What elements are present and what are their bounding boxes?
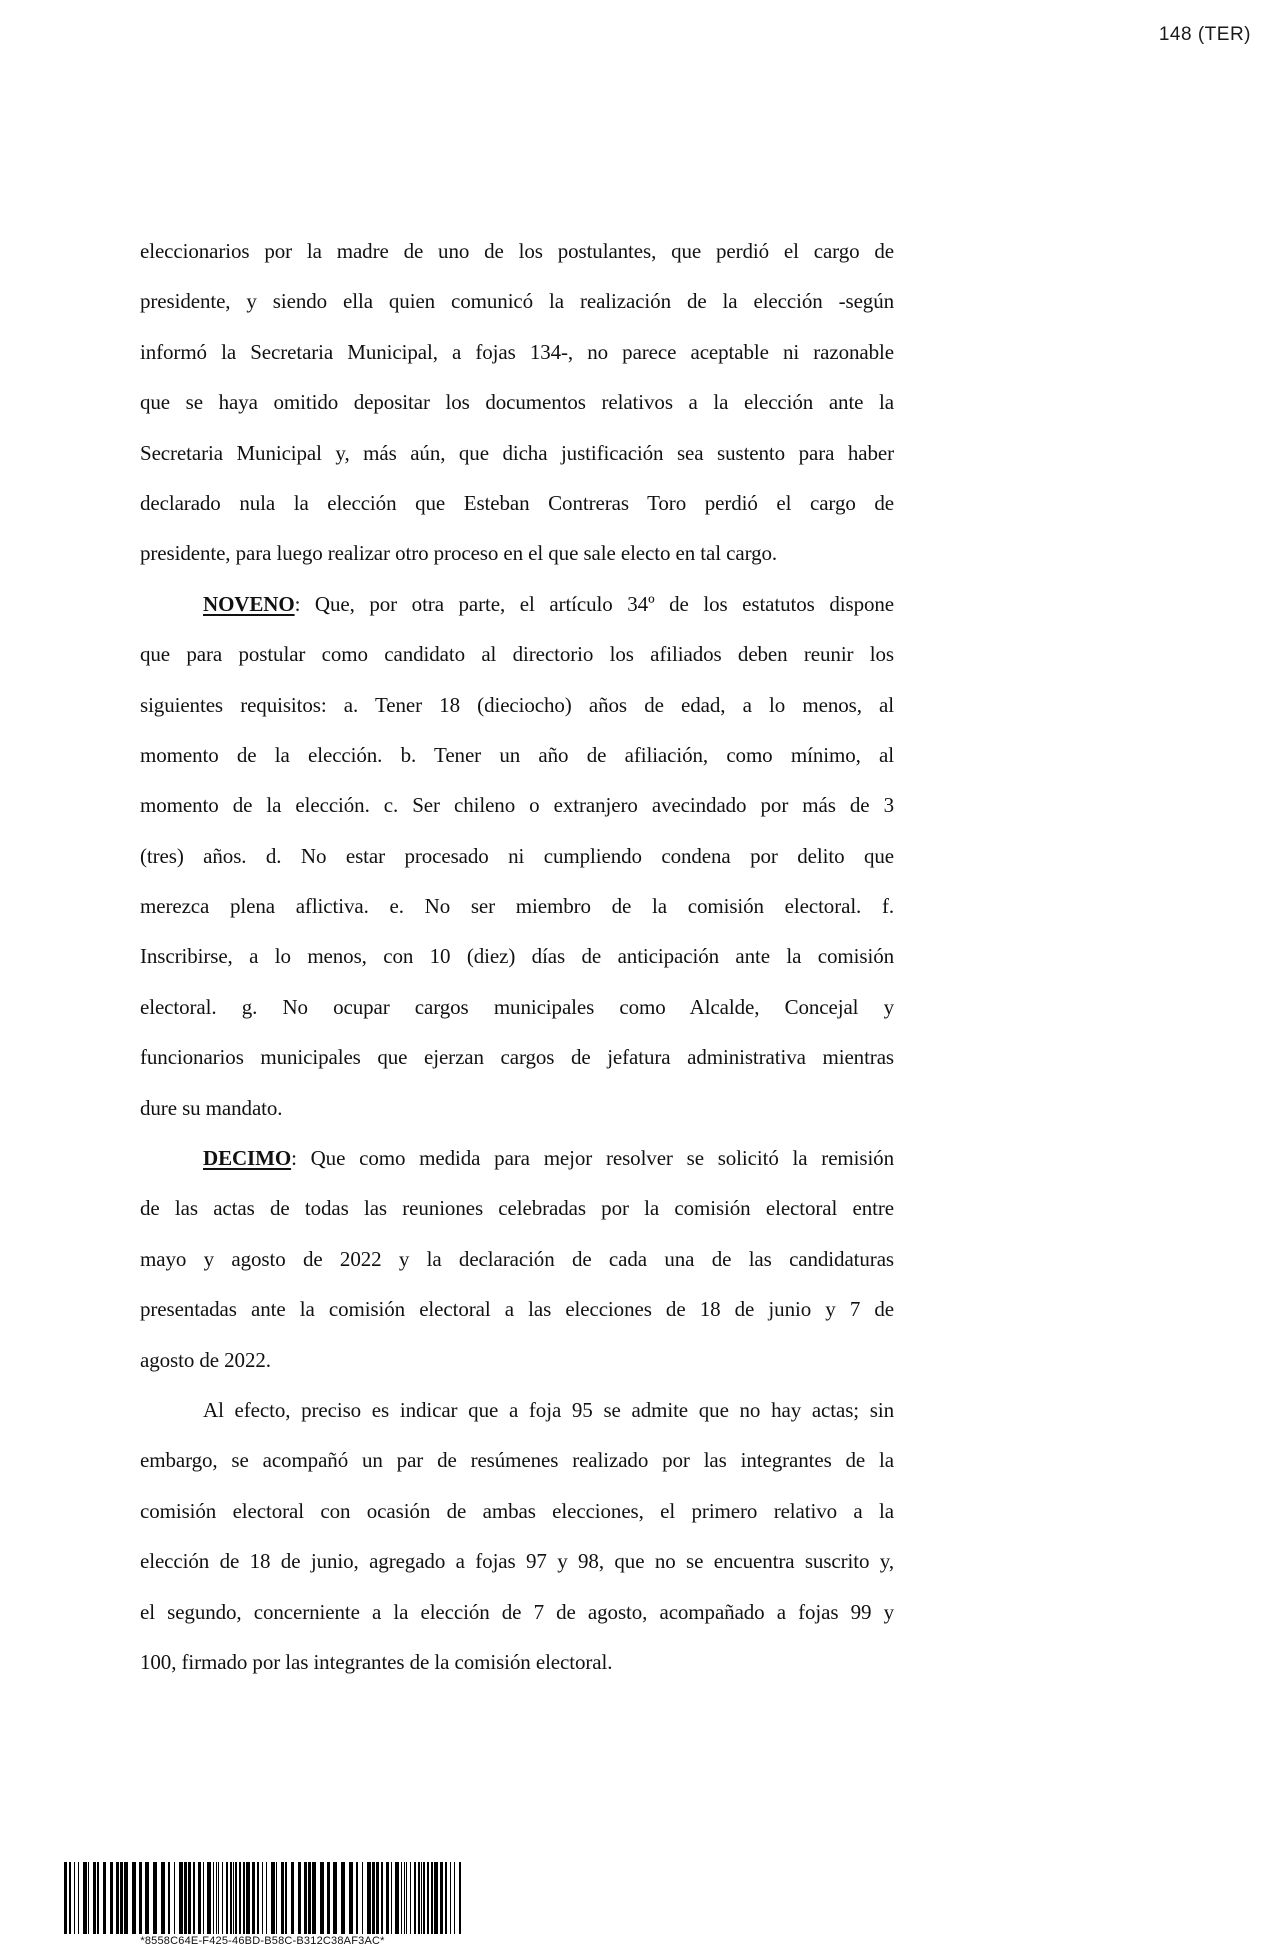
text-line: momento de la elección. c. Ser chileno o extranjero avecindado por más de 3 — [140, 793, 894, 818]
paragraph — [140, 1133, 894, 1385]
paragraph — [140, 226, 894, 579]
text-line: Secretaria Municipal y, más aún, que dicha justificación sea sustento para haber — [140, 440, 894, 465]
text-line: embargo, se acompañó un par de resúmenes realizado por las integrantes de la — [140, 1448, 894, 1473]
text-line: elección de 18 de junio, agregado a fojas 97 y 98, que no se encuentra suscrito y, — [140, 1549, 894, 1574]
barcode — [64, 1862, 461, 1934]
text-line: DECIMO: Que como medida para mejor resolver se solicitó la remisión — [203, 1146, 894, 1171]
page-number: 148 (TER) — [1158, 24, 1251, 45]
text-line: presidente, y siendo ella quien comunicó la realización de la elección -según — [140, 289, 894, 314]
section-heading: NOVENO — [203, 591, 295, 616]
text-line: declarado nula la elección que Esteban Contreras Toro perdió el cargo de — [140, 490, 894, 515]
barcode-block — [64, 1862, 461, 1947]
paragraph — [140, 1385, 894, 1687]
text-line: (tres) años. d. No estar procesado ni cumpliendo condena por delito que — [140, 843, 894, 868]
paragraph — [140, 579, 894, 1133]
text-line: Inscribirse, a lo menos, con 10 (diez) días de anticipación ante la comisión — [140, 944, 894, 969]
text-line: eleccionarios por la madre de uno de los postulantes, que perdió el cargo de — [140, 239, 894, 263]
text-line: informó la Secretaria Municipal, a fojas 134-, no parece aceptable ni razonable — [140, 339, 894, 364]
text-line: que se haya omitido depositar los documentos relativos a la elección ante la — [140, 390, 894, 415]
text-line: el segundo, concerniente a la elección de 7 de agosto, acompañado a fojas 99 y — [140, 1599, 894, 1624]
text-line: siguientes requisitos: a. Tener 18 (dieciocho) años de edad, a lo menos, al — [140, 692, 894, 717]
text-line: 100, firmado por las integrantes de la comisión electoral. — [140, 1649, 613, 1674]
text-line: electoral. g. No ocupar cargos municipales como Alcalde, Concejal y — [140, 994, 894, 1019]
text-line: que para postular como candidato al directorio los afiliados deben reunir los — [140, 642, 894, 667]
barcode-bar — [459, 1862, 461, 1934]
text-line: presidente, para luego realizar otro proceso en el que sale electo en tal cargo. — [140, 541, 778, 566]
section-heading: DECIMO — [203, 1146, 292, 1171]
text-line: dure su mandato. — [140, 1095, 283, 1120]
text-line: de las actas de todas las reuniones celebradas por la comisión electoral entre — [140, 1196, 894, 1221]
text-line: agosto de 2022. — [140, 1347, 271, 1372]
text-line: momento de la elección. b. Tener un año de afiliación, como mínimo, al — [140, 742, 894, 767]
text-line: funcionarios municipales que ejerzan cargos de jefatura administrativa mientras — [140, 1045, 894, 1070]
text-line: Al efecto, preciso es indicar que a foja 95 se admite que no hay actas; sin — [203, 1397, 894, 1422]
text-line: comisión electoral con ocasión de ambas elecciones, el primero relativo a la — [140, 1498, 894, 1523]
text-line: mayo y agosto de 2022 y la declaración de cada una de las candidaturas — [140, 1246, 894, 1271]
text-line: NOVENO: Que, por otra parte, el artículo 34º de los estatutos dispone — [203, 591, 894, 616]
document-body — [140, 226, 894, 1687]
text-line: presentadas ante la comisión electoral a las elecciones de 18 de junio y 7 de — [140, 1297, 894, 1322]
text-line: merezca plena aflictiva. e. No ser miembro de la comisión electoral. f. — [140, 894, 894, 919]
barcode-caption: *8558C64E-F425-46BD-B58C-B312C38AF3AC* — [140, 1935, 385, 1947]
